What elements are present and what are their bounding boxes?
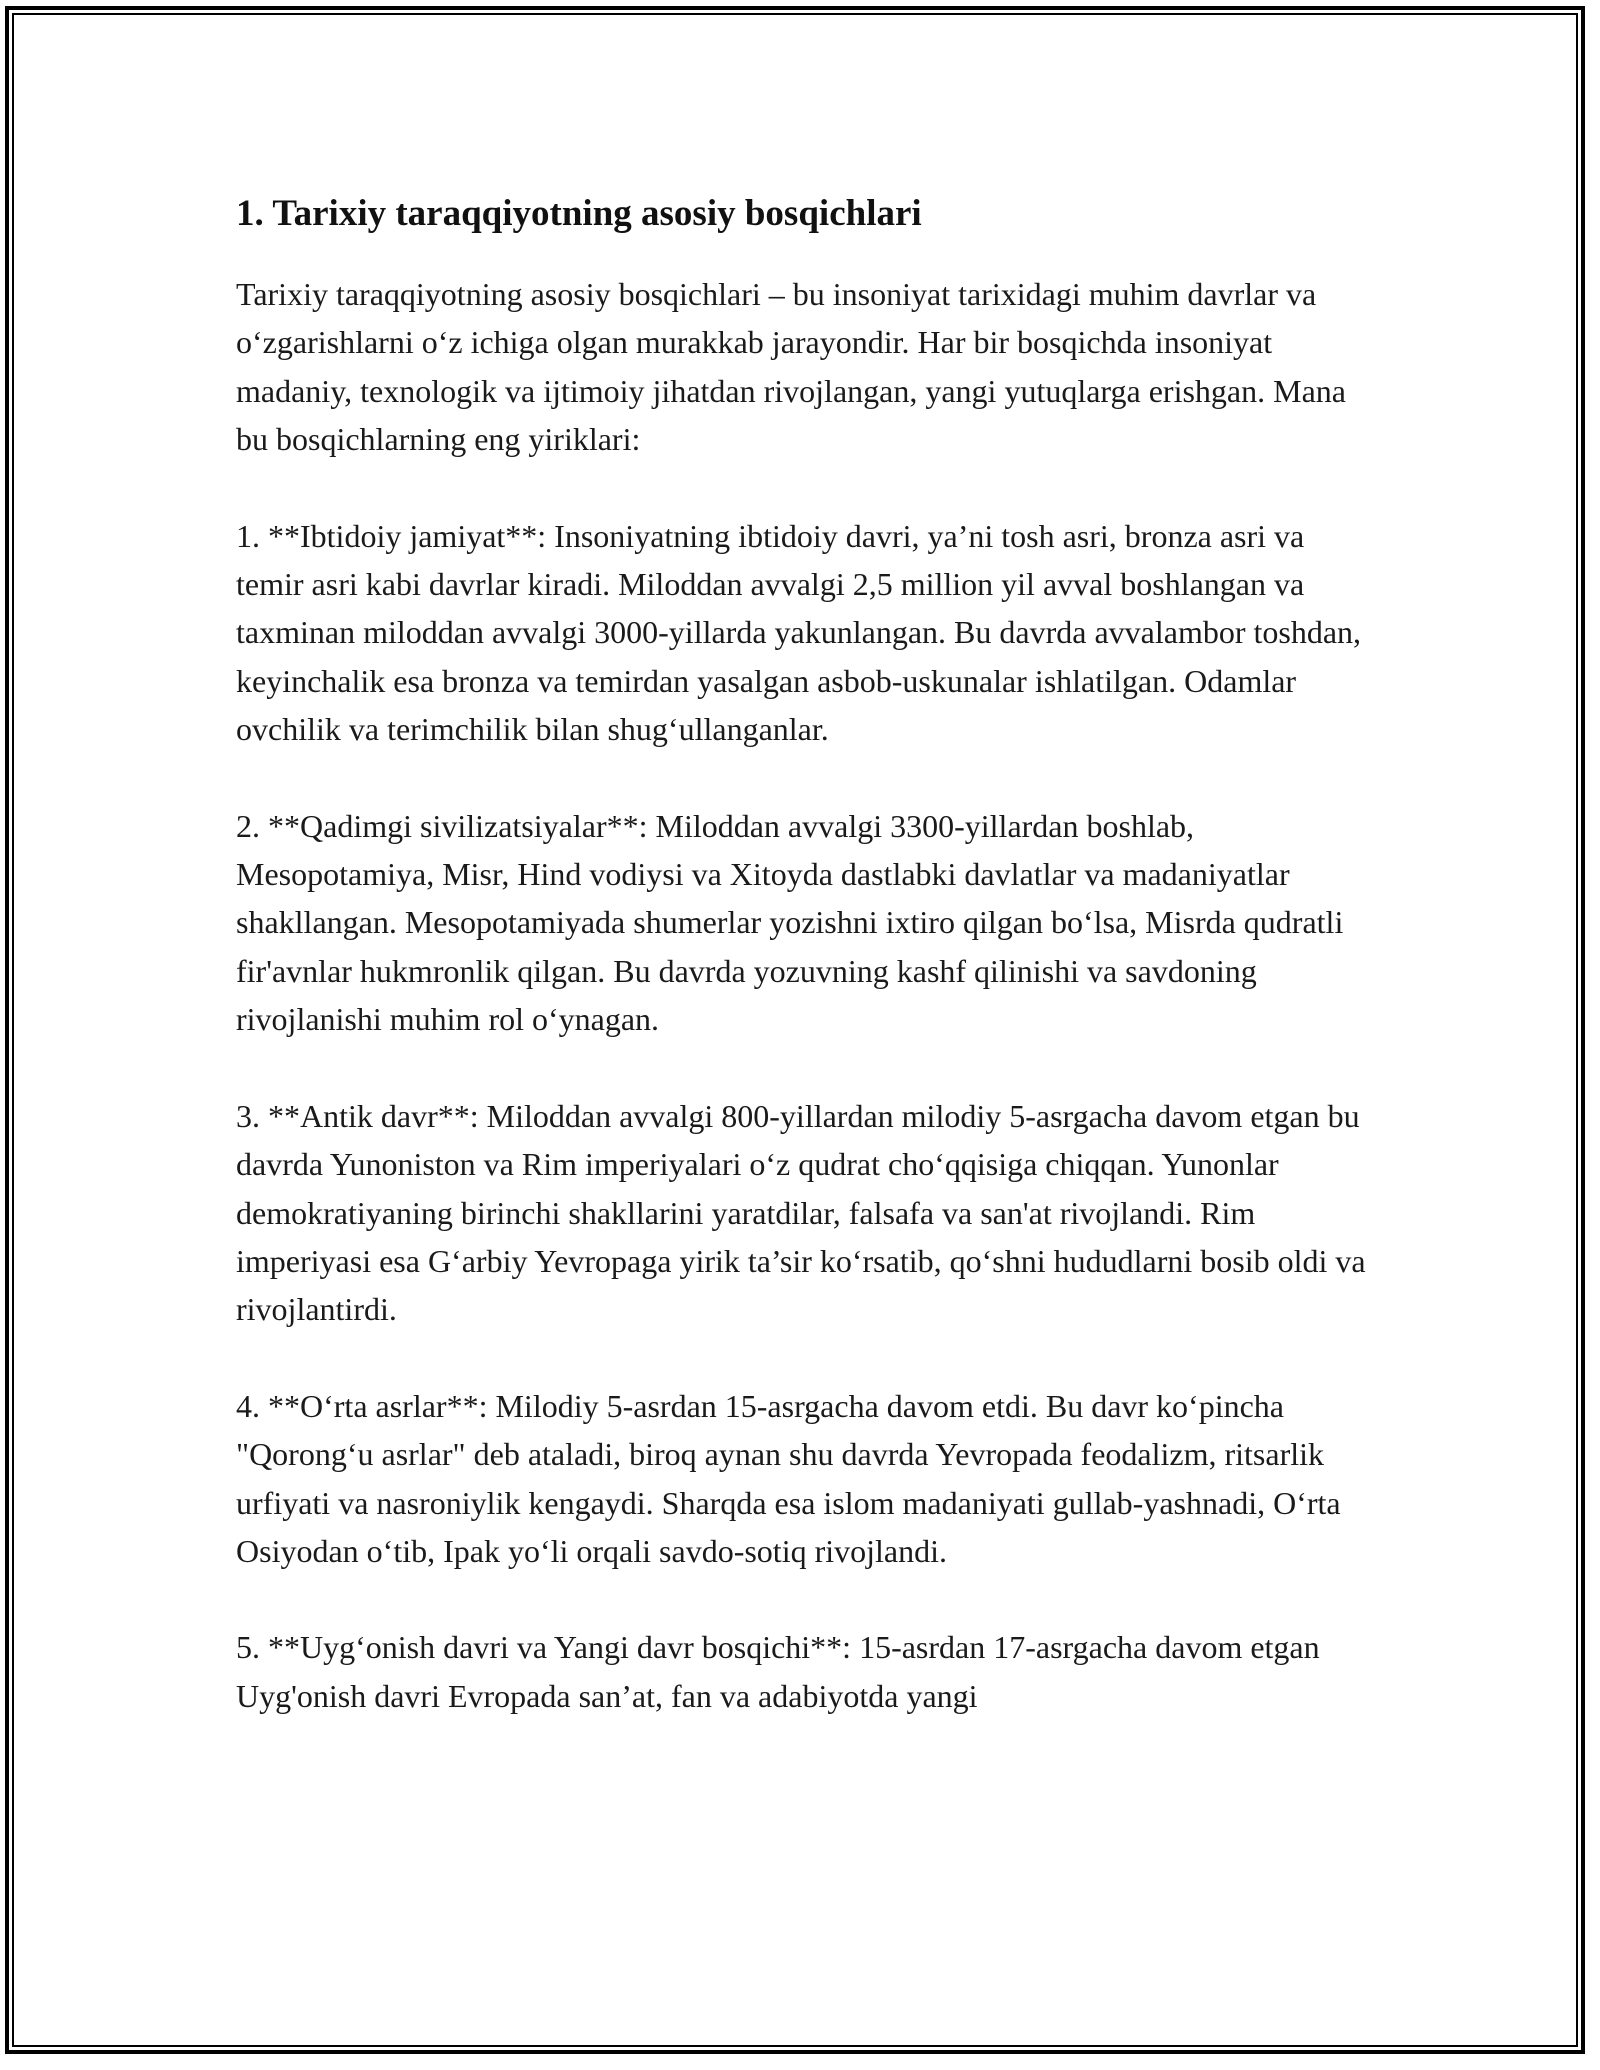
document-body — [236, 188, 1376, 1768]
document-title: 1. Tarixiy taraqqiyotning asosiy bosqichlari — [236, 193, 922, 234]
paragraph-primitive-society: 1. **Ibtidoiy jamiyat**: Insoniyatning ibtidoiy davri, ya’ni tosh asri, bronza asri va temir asri kabi davrlar kiradi. Miloddan avvalgi 2,5 million yil avval boshlangan va taxminan miloddan avvalgi 3000-yillarda yakunlangan. Bu davrda avvalambor toshdan, keyinchalik esa bronza va temirdan yasalgan asbob-uskunalar ishlatilgan. Odamlar ovchilik va terimchilik bilan shug‘ullanganlar. — [236, 517, 1362, 748]
paragraph-ancient-civilizations: 2. **Qadimgi sivilizatsiyalar**: Miloddan avvalgi 3300-yillardan boshlab, Mesopotamiya, Misr, Hind vodiysi va Xitoyda dastlabki davlatlar va madaniyatlar shakllangan. Mesopotamiyada shumerlar yozishni ixtiro qilgan bo‘lsa, Misrda qudratli fir'avnlar hukmronlik qilgan. Bu davrda yozuvning kashf qilinishi va savdoning rivojlanishi muhim rol o‘ynagan. — [236, 807, 1344, 1038]
paragraph-renaissance: 5. **Uyg‘onish davri va Yangi davr bosqichi**: 15-asrdan 17-asrgacha davom etgan Uyg'onish davri Evropada san’at, fan va adabiyotda yangi — [236, 1629, 1320, 1714]
paragraph-middle-ages: 4. **O‘rta asrlar**: Milodiy 5-asrdan 15-asrgacha davom etdi. Bu davr ko‘pincha "Qorong‘u asrlar" deb ataladi, biroq aynan shu davrda Yevropada feodalizm, ritsarlik urfiyati va nasroniylik kengaydi. Sharqda esa islom madaniyati gullab-yashnadi, O‘rta Osiyodan o‘tib, Ipak yo‘li orqali savdo-sotiq rivojlandi. — [236, 1387, 1341, 1569]
paragraph-antiquity: 3. **Antik davr**: Miloddan avvalgi 800-yillardan milodiy 5-asrgacha davom etgan bu davrda Yunoniston va Rim imperiyalari o‘z qudrat cho‘qqisiga chiqqan. Yunonlar demokratiyaning birinchi shakllarini yaratdilar, falsafa va san'at rivojlandi. Rim imperiyasi esa G‘arbiy Yevropaga yirik ta’sir ko‘rsatib, qo‘shni hududlarni bosib oldi va rivojlantirdi. — [236, 1097, 1366, 1328]
intro-paragraph: Tarixiy taraqqiyotning asosiy bosqichlari – bu insoniyat tarixidagi muhim davrlar va o‘zgarishlarni o‘z ichiga olgan murakkab jarayondir. Har bir bosqichda insoniyat madaniy, texnologik va ijtimoiy jihatdan rivojlangan, yangi yutuqlarga erishgan. Mana bu bosqichlarning eng yiriklari: — [236, 276, 1346, 458]
